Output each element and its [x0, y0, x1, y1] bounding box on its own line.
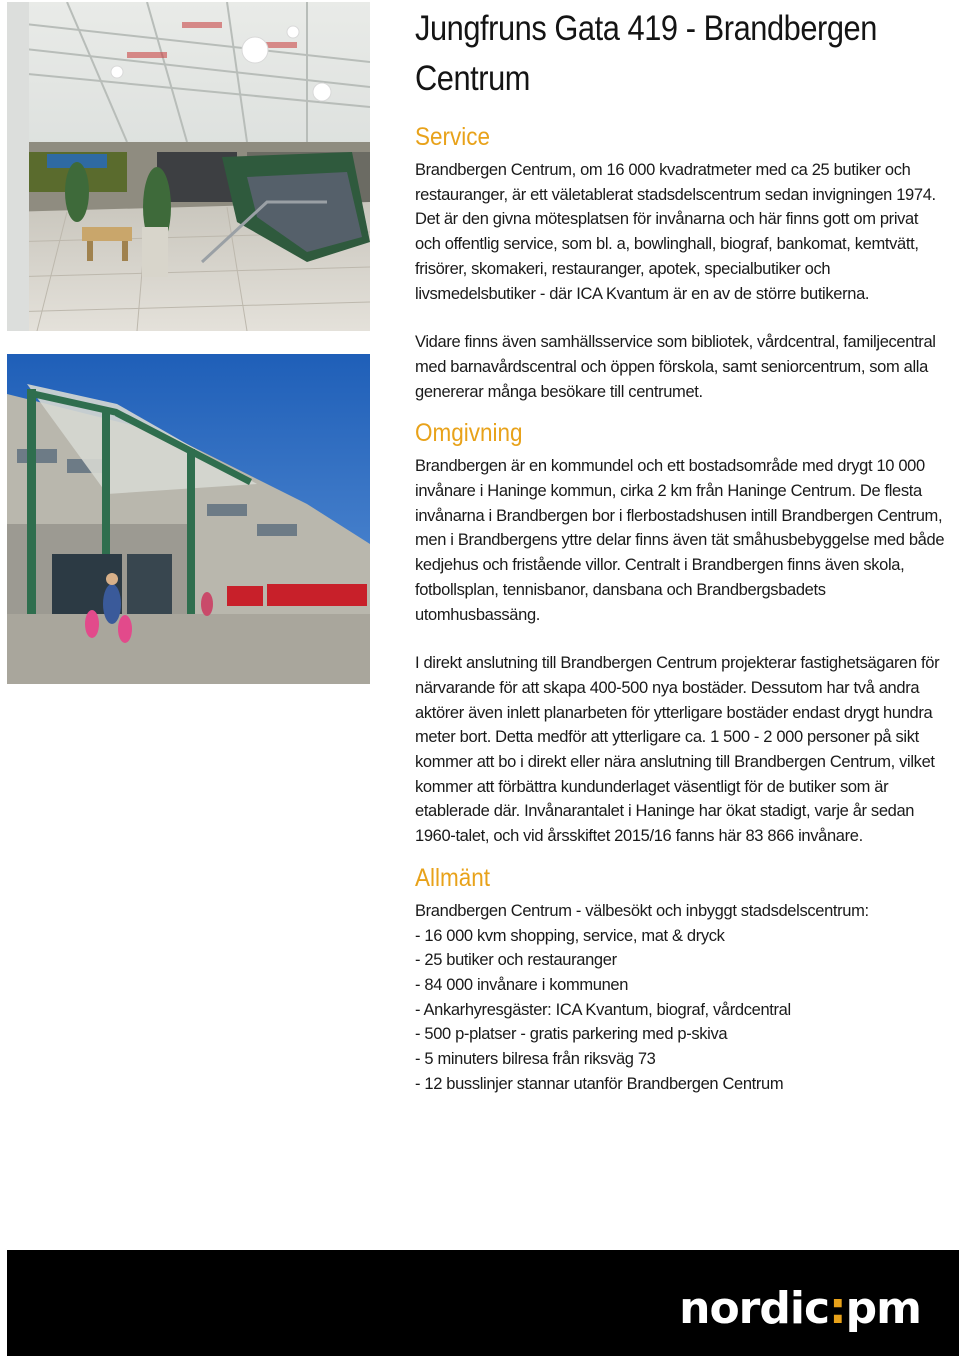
logo-text-left: nordic	[679, 1283, 830, 1334]
allmant-list	[415, 924, 945, 1097]
service-heading: Service	[415, 123, 491, 151]
service-paragraph-2: Vidare finns även samhällsservice som bibliotek, vårdcentral, familjecentral med barnavårdscentral och öppen förskola, samt seniorcentrum, som alla genererar många besökare till centrumet.	[415, 333, 936, 401]
logo-colon: :	[829, 1283, 846, 1334]
list-item: - 84 000 invånare i kommunen	[415, 975, 629, 994]
interior-photo	[7, 2, 370, 331]
logo-text-right: pm	[845, 1283, 921, 1334]
list-item: - 12 busslinjer stannar utanför Brandbergen Centrum	[415, 1074, 784, 1093]
list-item: - 500 p-platser - gratis parkering med p-skiva	[415, 1025, 728, 1044]
omgivning-paragraph-2: I direkt anslutning till Brandbergen Centrum projekterar fastighetsägaren för närvarande för att skapa 400-500 nya bostäder. Dessutom har två andra aktörer även inlett planarbeten för ytterligare bostäder endast drygt hundra meter bort. Detta medför att ytterligare ca. 1 500 - 2 000 personer på sikt kommer att bo i direkt eller nära anslutning till Brandbergen Centrum, vilket kommer att förbättra kundunderlaget väsentligt för de butiker som är etablerade där. Invånarantalet i Haninge har ökat stadigt, varje år sedan 1960-talet, och vid årsskiftet 2015/16 fanns här 83 866 invånare.	[415, 654, 940, 846]
exterior-photo	[7, 354, 370, 684]
service-paragraph-1: Brandbergen Centrum, om 16 000 kvadratmeter med ca 25 butiker och restauranger, är ett väletablerat stadsdelscentrum sedan invigningen 1974. Det är den givna mötesplatsen för invånarna och här finns gott om privat och offentlig service, som bl. a, bowlinghall, biograf, bankomat, kemtvätt, frisörer, skomakeri, restauranger, apotek, specialbutiker och livsmedelsbutiker - där ICA Kvantum är en av de större butikerna.	[415, 161, 936, 303]
footer-bar	[7, 1250, 959, 1356]
page-title: Jungfruns Gata 419 - Brandbergen Centrum	[415, 9, 877, 98]
omgivning-heading: Omgivning	[415, 419, 523, 448]
list-item: - 5 minuters bilresa från riksväg 73	[415, 1050, 656, 1069]
allmant-heading: Allmänt	[415, 863, 491, 892]
nordic-pm-logo	[679, 1283, 921, 1334]
omgivning-paragraph-1: Brandbergen är en kommundel och ett bostadsområde med drygt 10 000 invånare i Haninge kommun, cirka 2 km från Haninge Centrum. De flesta invånarna i Brandbergen bor i flerbostadshusen intill Brandbergen Centrum, men i Brandbergens yttre delar finns även tät småhusbebyggelse med både kedjehus och fristående villor. Centralt i Brandbergen finns även skola, fotbollsplan, tennisbanor, dansbana och Brandbergsbadets utomhusbassäng.	[415, 457, 945, 624]
list-item: - 25 butiker och restauranger	[415, 951, 617, 970]
list-item: - 16 000 kvm shopping, service, mat & dryck	[415, 926, 725, 945]
list-item: - Ankarhyresgäster: ICA Kvantum, biograf, vårdcentral	[415, 1000, 791, 1019]
allmant-intro: Brandbergen Centrum - välbesökt och inbyggt stadsdelscentrum:	[415, 901, 869, 920]
main-content	[415, 4, 945, 1097]
